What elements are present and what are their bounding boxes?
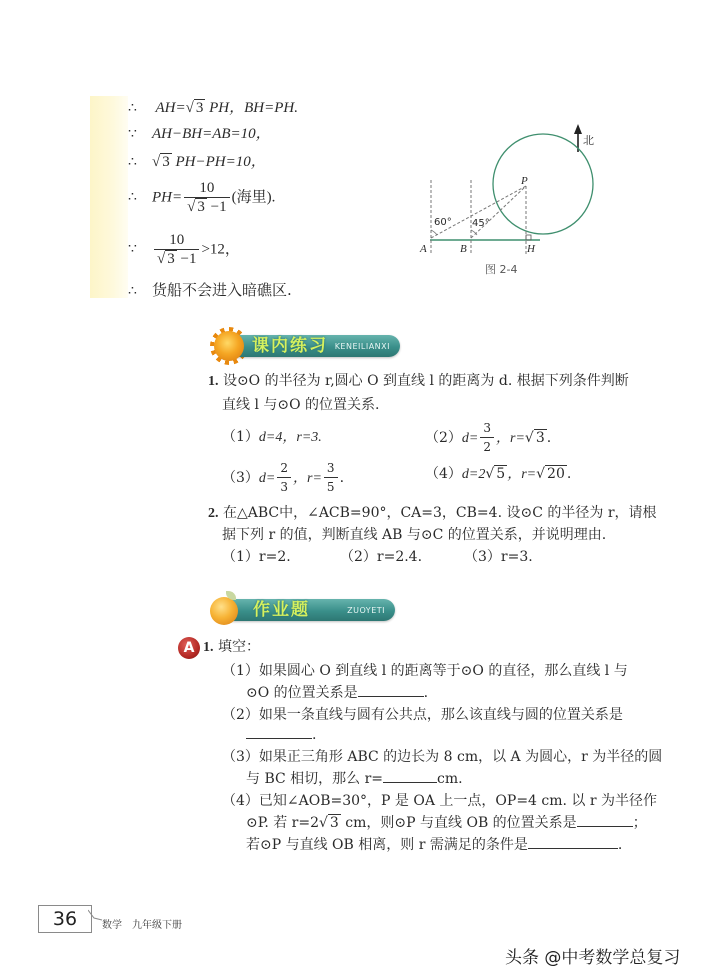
section-banner-homework: [207, 594, 395, 626]
exercise-2: 2. 在△ABC中，∠ACB=90°，CA=3，CB=4. 设⊙C 的半径为 r，请根: [208, 505, 657, 521]
orange-fruit-icon: [210, 597, 238, 625]
homework-1: 1. 填空：: [203, 639, 260, 655]
figure-2-4: [410, 110, 620, 280]
exercise-2-item-1: （1）r=2.: [222, 549, 291, 565]
point-b-label: B: [460, 243, 467, 255]
homework-1-part-1-line2: ⊙O 的位置关系是 .: [246, 682, 428, 704]
banner-bar: [222, 335, 400, 357]
exercise-1: 1. 设⊙O 的半径为 r,圆心 O 到直线 l 的距离为 d. 根据下列条件判断: [208, 373, 629, 389]
exercise-1-item-1: （1）d=4，r=3.: [222, 429, 322, 445]
sun-icon: [214, 331, 244, 361]
proof-line-5: ∵ $\frac{10}{√ 3 -1}$ >12，: [128, 232, 240, 267]
answer-blank[interactable]: [383, 768, 437, 783]
level-a-badge: A: [178, 637, 200, 659]
page-number: 36: [38, 905, 92, 933]
watermark: 头条 @中考数学总复习: [505, 948, 681, 968]
point-a-label: A: [420, 243, 427, 255]
figure-caption: 图 2-4: [485, 263, 518, 276]
proof-line-4: ∴ PH= $\frac{10}{√ 3 -1}$ (海里).: [128, 180, 276, 215]
homework-1-part-3-line2: 与 BC 相切，那么 r= cm.: [246, 768, 463, 790]
exercise-1-item-3: （3）d= $\frac{2}{3}$ ，r= $\frac{3}{5}$ .: [222, 461, 345, 494]
homework-1-part-2: （2）如果一条直线与圆有公共点，那么该直线与圆的位置关系是: [222, 707, 623, 723]
banner-subtitle: KENEILIANXI: [334, 342, 390, 351]
banner-title: 课内练习: [252, 336, 328, 356]
banner-subtitle: ZUOYETI: [347, 606, 385, 615]
exercise-2-item-2: （2）r=2.4.: [340, 549, 423, 565]
proof-line-1: ∴ AH=√ 3 PH，BH=PH.: [128, 100, 298, 116]
homework-1-part-4-line2: ⊙P. 若 r=2√ 3 cm，则⊙P 与直线 OB 的位置关系是 ；: [246, 812, 647, 834]
homework-1-part-3: （3）如果正三角形 ABC 的边长为 8 cm，以 A 为圆心，r 为半径的圆: [222, 749, 663, 765]
proof-line-6: ∴ 货船不会进入暗礁区.: [128, 281, 292, 299]
answer-blank[interactable]: [577, 812, 633, 827]
banner-bar: [223, 599, 395, 621]
homework-1-part-2-line2: .: [246, 724, 316, 746]
banner-title: 作业题: [253, 600, 310, 620]
proof-line-2: ∵ AH−BH=AB=10，: [128, 126, 271, 142]
point-p-label: P: [521, 175, 528, 187]
homework-1-part-4-line3: 若⊙P 与直线 OB 相离，则 r 需满足的条件是 .: [246, 834, 622, 856]
book-title: 数学 九年级下册: [102, 920, 182, 931]
exercise-1-item-4: （4）d=2√ 5 ，r=√ 20 .: [425, 466, 572, 482]
homework-1-part-4: （4）已知∠AOB=30°，P 是 OA 上一点，OP=4 cm. 以 r 为半径作: [222, 793, 658, 809]
north-label: 北: [583, 134, 594, 147]
angle-60-label: 60°: [434, 217, 452, 228]
margin-highlight-bar: [90, 96, 128, 298]
answer-blank[interactable]: [358, 682, 424, 697]
exercise-1-item-2: （2）d= $\frac{3}{2}$ ，r=√ 3 .: [425, 421, 552, 454]
answer-blank[interactable]: [246, 724, 312, 739]
exercise-2-line2: 据下列 r 的值，判断直线 AB 与⊙C 的位置关系，并说明理由.: [222, 527, 607, 543]
exercise-1-line2: 直线 l 与⊙O 的位置关系.: [222, 397, 380, 413]
point-h-label: H: [527, 243, 535, 255]
proof-line-3: ∴ √ 3 PH−PH=10，: [128, 154, 266, 170]
angle-45-label: 45°: [472, 218, 490, 229]
exercise-2-item-3: （3）r=3.: [464, 549, 533, 565]
answer-blank[interactable]: [528, 834, 618, 849]
section-banner-practice: [210, 331, 400, 361]
homework-1-part-1: （1）如果圆心 O 到直线 l 的距离等于⊙O 的直径，那么直线 l 与: [222, 663, 628, 679]
